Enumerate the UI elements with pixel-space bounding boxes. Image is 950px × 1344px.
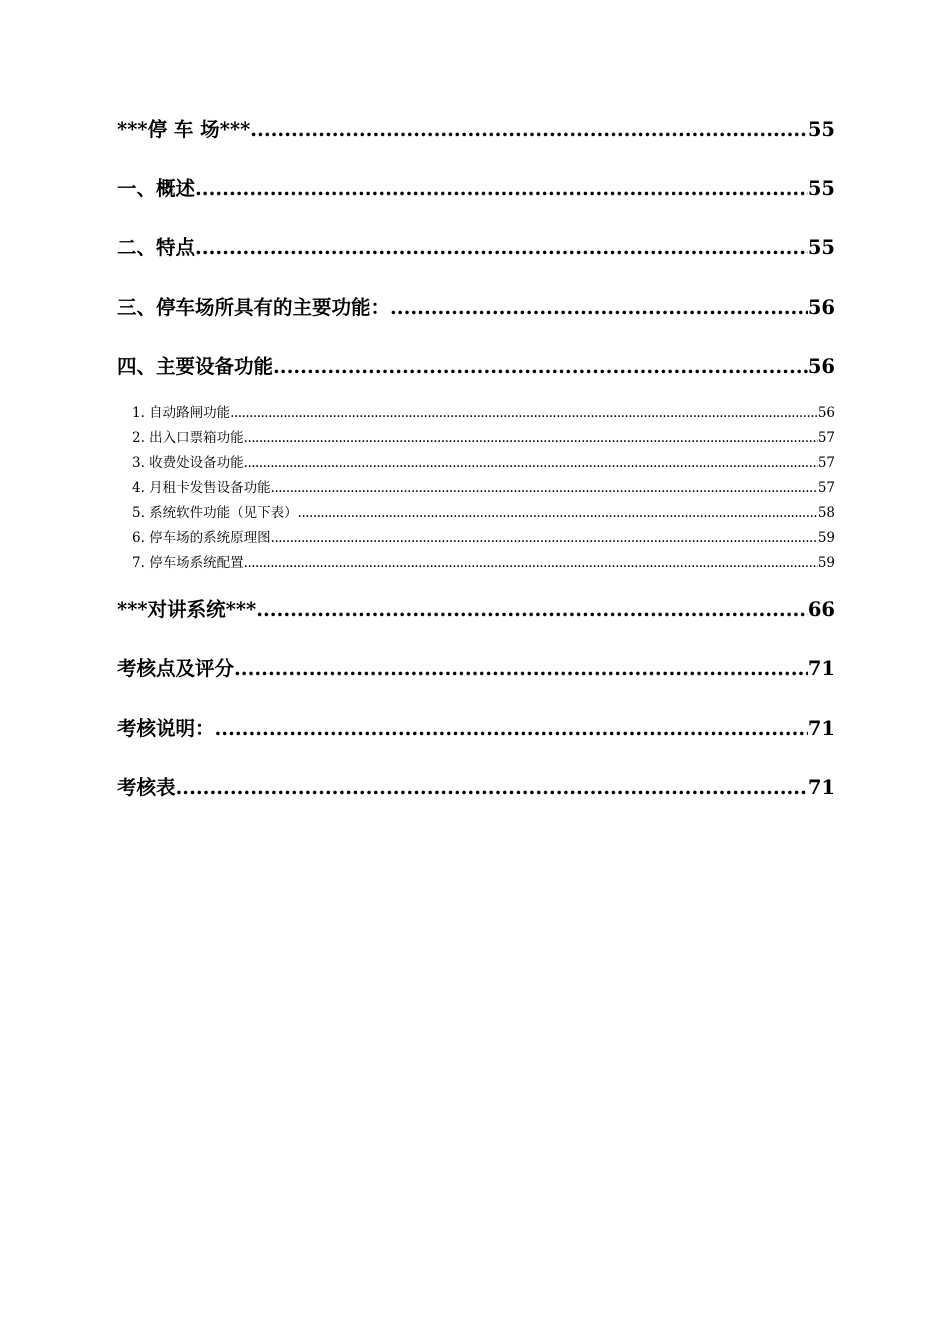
toc-dot-leader	[215, 714, 808, 744]
toc-entry-page: 57	[817, 455, 835, 471]
toc-entry[interactable]	[117, 773, 835, 803]
toc-subentry[interactable]	[132, 503, 835, 523]
toc-entry-label: 6. 停车场的系统原理图	[132, 530, 271, 546]
toc-dot-leader	[234, 654, 808, 684]
toc-entry-label: 考核表	[117, 776, 176, 799]
toc-entry-page: 56	[807, 296, 835, 319]
toc-subentry[interactable]	[132, 528, 835, 548]
toc-entry-page: 59	[817, 555, 835, 571]
toc-entry-label: 考核点及评分	[117, 657, 235, 680]
toc-entry-label: 考核说明：	[117, 717, 215, 740]
toc-entry-label: 四、主要设备功能	[117, 355, 274, 378]
toc-subentry[interactable]	[132, 553, 835, 573]
toc-dot-leader	[273, 352, 808, 382]
toc-entry[interactable]	[117, 233, 835, 263]
toc-entry-page: 55	[807, 118, 835, 141]
toc-entry-label: 二、特点	[117, 236, 196, 259]
toc-entry-page: 71	[807, 657, 835, 680]
toc-entry[interactable]	[117, 595, 835, 625]
toc-entry-page: 57	[817, 480, 835, 496]
toc-subentry[interactable]	[132, 453, 835, 473]
toc-subentry[interactable]	[132, 403, 835, 423]
toc-dot-leader	[244, 428, 818, 448]
toc-dot-leader	[244, 453, 818, 473]
toc-entry-page: 57	[817, 430, 835, 446]
toc-dot-leader	[230, 403, 818, 423]
toc-dot-leader	[256, 595, 808, 625]
toc-entry-page: 71	[807, 776, 835, 799]
toc-entry[interactable]	[117, 352, 835, 382]
toc-entry-page: 56	[807, 355, 835, 378]
toc-dot-leader	[298, 503, 818, 523]
toc-dot-leader	[195, 174, 808, 204]
toc-entry-page: 55	[807, 236, 835, 259]
toc-entry[interactable]	[117, 115, 835, 145]
toc-entry-page: 58	[817, 505, 835, 521]
toc-entry-label: 三、停车场所具有的主要功能：	[117, 296, 391, 319]
toc-entry[interactable]	[117, 714, 835, 744]
toc-dot-leader	[271, 528, 818, 548]
toc-entry[interactable]	[117, 654, 835, 684]
toc-entry-label: 4. 月租卡发售设备功能	[132, 480, 271, 496]
toc-entry-page: 71	[807, 717, 835, 740]
toc-subentry[interactable]	[132, 428, 835, 448]
toc-entry[interactable]	[117, 293, 835, 323]
toc-entry-page: 59	[817, 530, 835, 546]
toc-entry-label: 一、概述	[117, 177, 196, 200]
toc-entry-label: ***停 车 场***	[117, 118, 251, 141]
toc-dot-leader	[390, 293, 808, 323]
toc-entry-page: 56	[817, 405, 835, 421]
toc-dot-leader	[176, 773, 808, 803]
toc-dot-leader	[271, 478, 818, 498]
toc-entry[interactable]	[117, 174, 835, 204]
toc-dot-leader	[195, 233, 808, 263]
toc-entry-label: 3. 收费处设备功能	[132, 455, 244, 471]
toc-subentry[interactable]	[132, 478, 835, 498]
toc-entry-label: 2. 出入口票箱功能	[132, 430, 244, 446]
toc-entry-label: 1. 自动路闸功能	[132, 405, 231, 421]
toc-dot-leader	[250, 115, 808, 145]
toc-entry-label: ***对讲系统***	[117, 598, 257, 621]
toc-entry-label: 7. 停车场系统配置	[132, 555, 244, 571]
toc-entry-page: 55	[807, 177, 835, 200]
toc-entry-page: 66	[807, 598, 835, 621]
toc-entry-label: 5. 系统软件功能（见下表）	[132, 505, 298, 521]
toc-dot-leader	[244, 553, 818, 573]
